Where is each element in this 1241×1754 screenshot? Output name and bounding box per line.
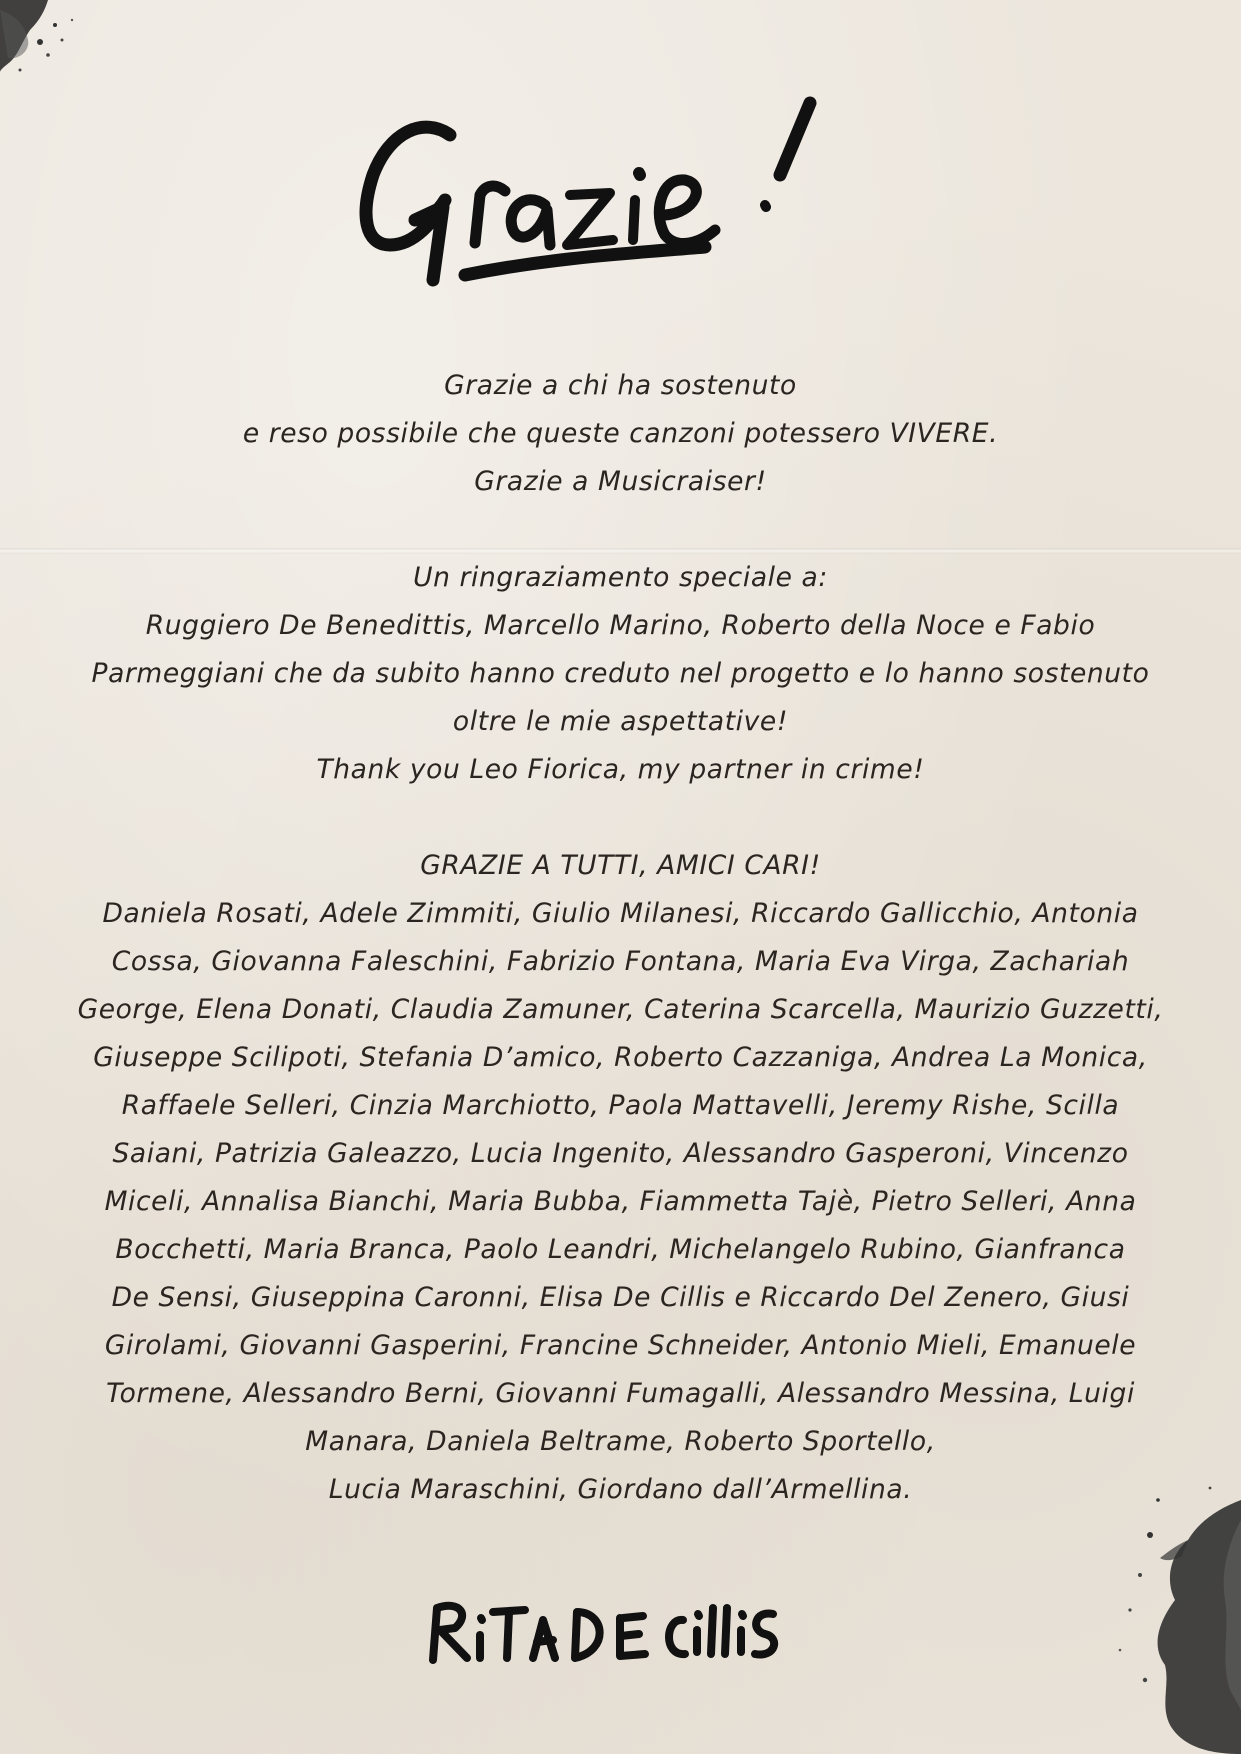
friends-line: Giuseppe Scilipoti, Stefania D’amico, Roberto Cazzaniga, Andrea La Monica, xyxy=(93,1042,1148,1073)
title-handwritten xyxy=(355,95,915,335)
friends-heading: GRAZIE A TUTTI, AMICI CARI! xyxy=(420,850,821,881)
friends-line: George, Elena Donati, Claudia Zamuner, Caterina Scarcella, Maurizio Guzzetti, xyxy=(77,994,1164,1025)
signature-script xyxy=(425,1590,810,1670)
friends-line: Lucia Maraschini, Giordano dall’Armellina. xyxy=(328,1474,913,1505)
signature-handwritten xyxy=(425,1590,810,1670)
special-thanks-line: Thank you Leo Fiorica, my partner in crime! xyxy=(316,754,925,785)
special-thanks-line: Ruggiero De Benedittis, Marcello Marino, Roberto della Noce e Fabio xyxy=(145,610,1096,641)
friends-line: Saiani, Patrizia Galeazzo, Lucia Ingenito, Alessandro Gasperoni, Vincenzo xyxy=(112,1138,1129,1169)
intro-line: Grazie a chi ha sostenuto xyxy=(444,370,797,401)
friends-line: Cossa, Giovanna Faleschini, Fabrizio Fontana, Maria Eva Virga, Zachariah xyxy=(111,946,1130,977)
friends-line: Miceli, Annalisa Bianchi, Maria Bubba, Fiammetta Tajè, Pietro Selleri, Anna xyxy=(104,1186,1137,1217)
special-thanks-line: oltre le mie aspettative! xyxy=(452,706,789,737)
friends-line: Girolami, Giovanni Gasperini, Francine Schneider, Antonio Mieli, Emanuele xyxy=(104,1330,1137,1361)
title-script xyxy=(355,95,915,335)
friends-line: Bocchetti, Maria Branca, Paolo Leandri, Michelangelo Rubino, Gianfranca xyxy=(115,1234,1126,1265)
friends-line: De Sensi, Giuseppina Caronni, Elisa De Cillis e Riccardo Del Zenero, Giusi xyxy=(111,1282,1130,1313)
intro-line: Grazie a Musicraiser! xyxy=(474,466,767,497)
ink-splatter-top-left xyxy=(0,0,120,90)
letter-body xyxy=(40,362,1201,1514)
friends-line: Manara, Daniela Beltrame, Roberto Sportello, xyxy=(305,1426,936,1457)
friends-line: Tormene, Alessandro Berni, Giovanni Fumagalli, Alessandro Messina, Luigi xyxy=(106,1378,1135,1409)
special-thanks-line: Parmeggiani che da subito hanno creduto nel progetto e lo hanno sostenuto xyxy=(91,658,1150,689)
special-thanks-line: Un ringraziamento speciale a: xyxy=(413,562,828,593)
friends-line: Raffaele Selleri, Cinzia Marchiotto, Paola Mattavelli, Jeremy Rishe, Scilla xyxy=(121,1090,1120,1121)
intro-line: e reso possibile che queste canzoni potessero VIVERE. xyxy=(242,418,999,449)
friends-line: Daniela Rosati, Adele Zimmiti, Giulio Milanesi, Riccardo Gallicchio, Antonia xyxy=(102,898,1139,929)
ink-splatter-bottom-right xyxy=(1070,1480,1241,1754)
